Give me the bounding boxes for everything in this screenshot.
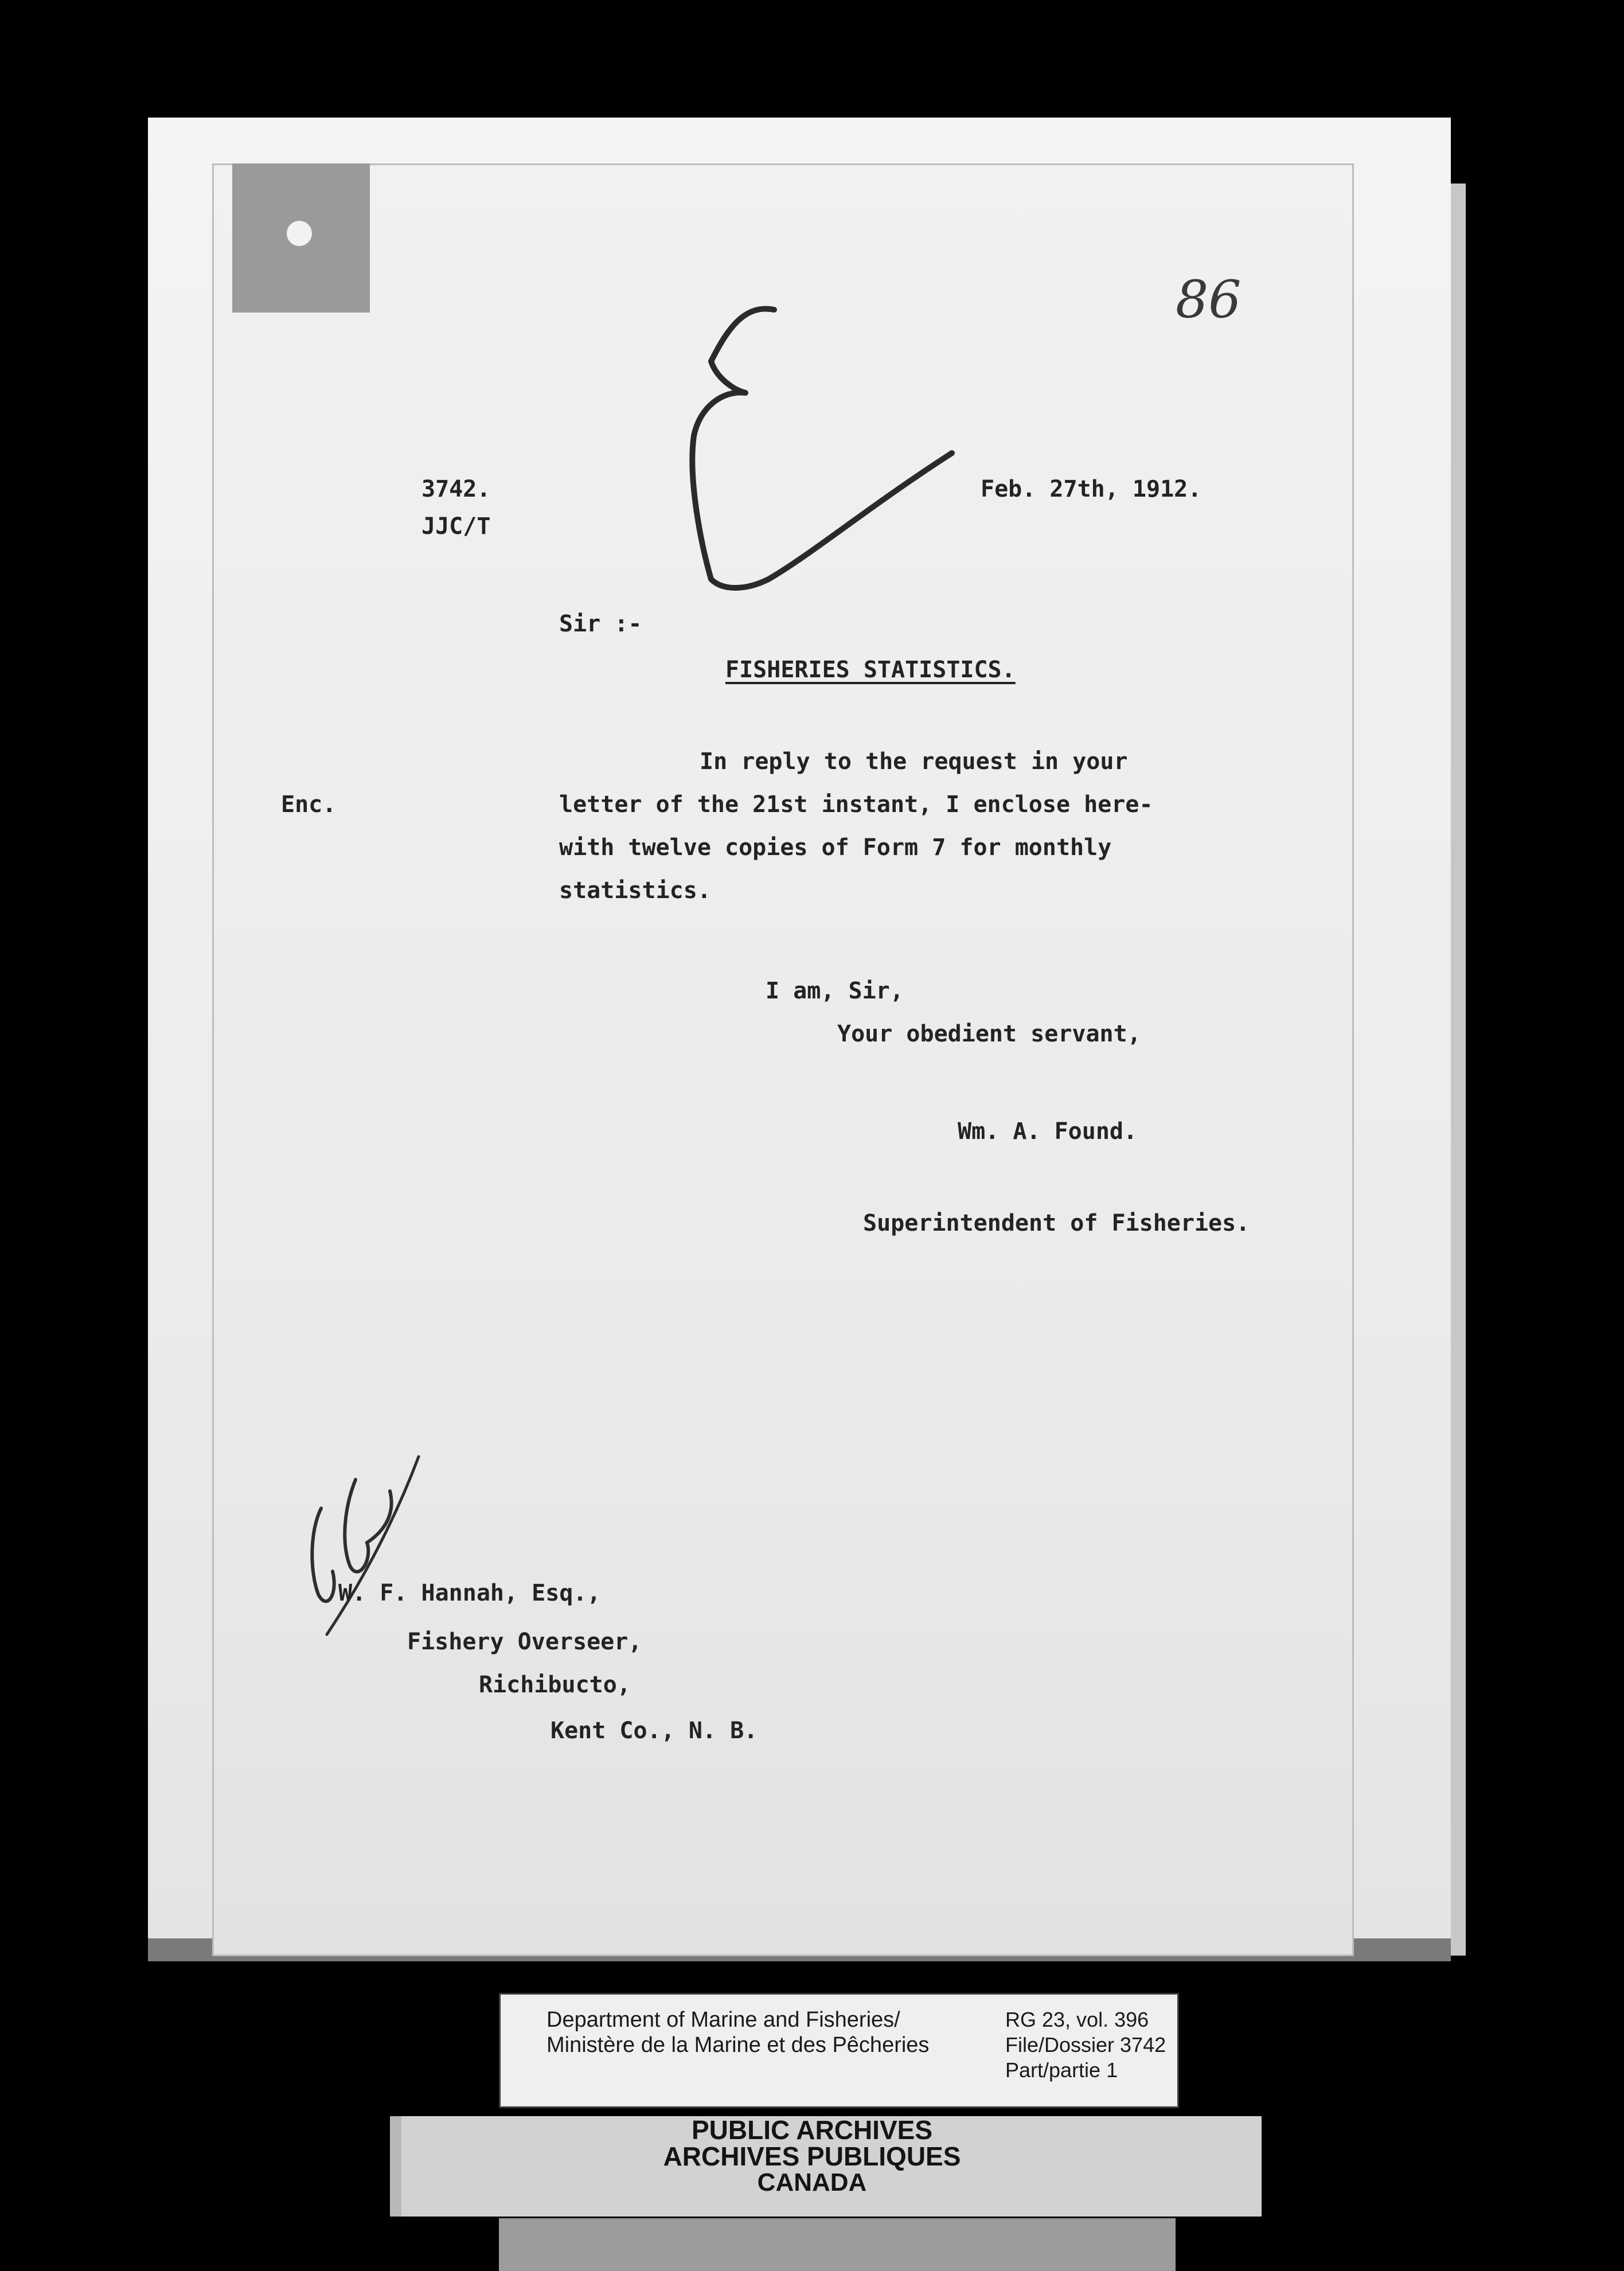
department-fr: Ministère de la Marine et des Pêcheries [546,2033,930,2057]
folio-number: 86 [1176,270,1242,330]
addressee-line-2: Fishery Overseer, [407,1629,642,1655]
pencil-mark-e [677,292,963,602]
closing-line-1: I am, Sir, [766,978,904,1004]
enclosure-note: Enc. [281,791,337,818]
part-partie: Part/partie 1 [1005,2058,1118,2082]
subject-heading: FISHERIES STATISTICS. [725,657,1016,683]
addressee-line-4: Kent Co., N. B. [551,1718,758,1744]
addressee-line-3: Richibucto, [479,1672,631,1698]
archive-strip-line-3: CANADA [757,2168,867,2196]
signatory-title: Superintendent of Fisheries. [863,1210,1250,1236]
signature-name: Wm. A. Found. [958,1118,1138,1145]
file-reference: 3742. [421,476,491,502]
strip-shadow [499,2218,1176,2271]
salutation: Sir :- [559,611,642,637]
department-names [546,2007,929,2058]
pencil-initials [287,1445,436,1640]
archive-strip-line-2: ARCHIVES PUBLIQUES [663,2141,961,2171]
department-en: Department of Marine and Fisheries/ [546,2008,900,2032]
body-line-2: letter of the 21st instant, I enclose here- [559,791,1153,818]
body-line-4: statistics. [559,877,711,904]
record-group: RG 23, vol. 396 [1005,2008,1149,2031]
archive-strip-line-1: PUBLIC ARCHIVES [692,2115,932,2145]
letter-date: Feb. 27th, 1912. [981,476,1202,502]
closing-line-2: Your obedient servant, [837,1021,1141,1047]
initials-reference: JJC/T [421,513,491,540]
file-dossier: File/Dossier 3742 [1005,2033,1166,2057]
body-line-3: with twelve copies of Form 7 for monthly [559,834,1112,861]
archive-reference-label [499,1993,1179,2108]
file-references [1005,2007,1166,2083]
body-line-1: In reply to the request in your [700,748,1128,775]
addressee-line-1: W. F. Hannah, Esq., [338,1580,601,1606]
punch-hole [287,221,312,246]
